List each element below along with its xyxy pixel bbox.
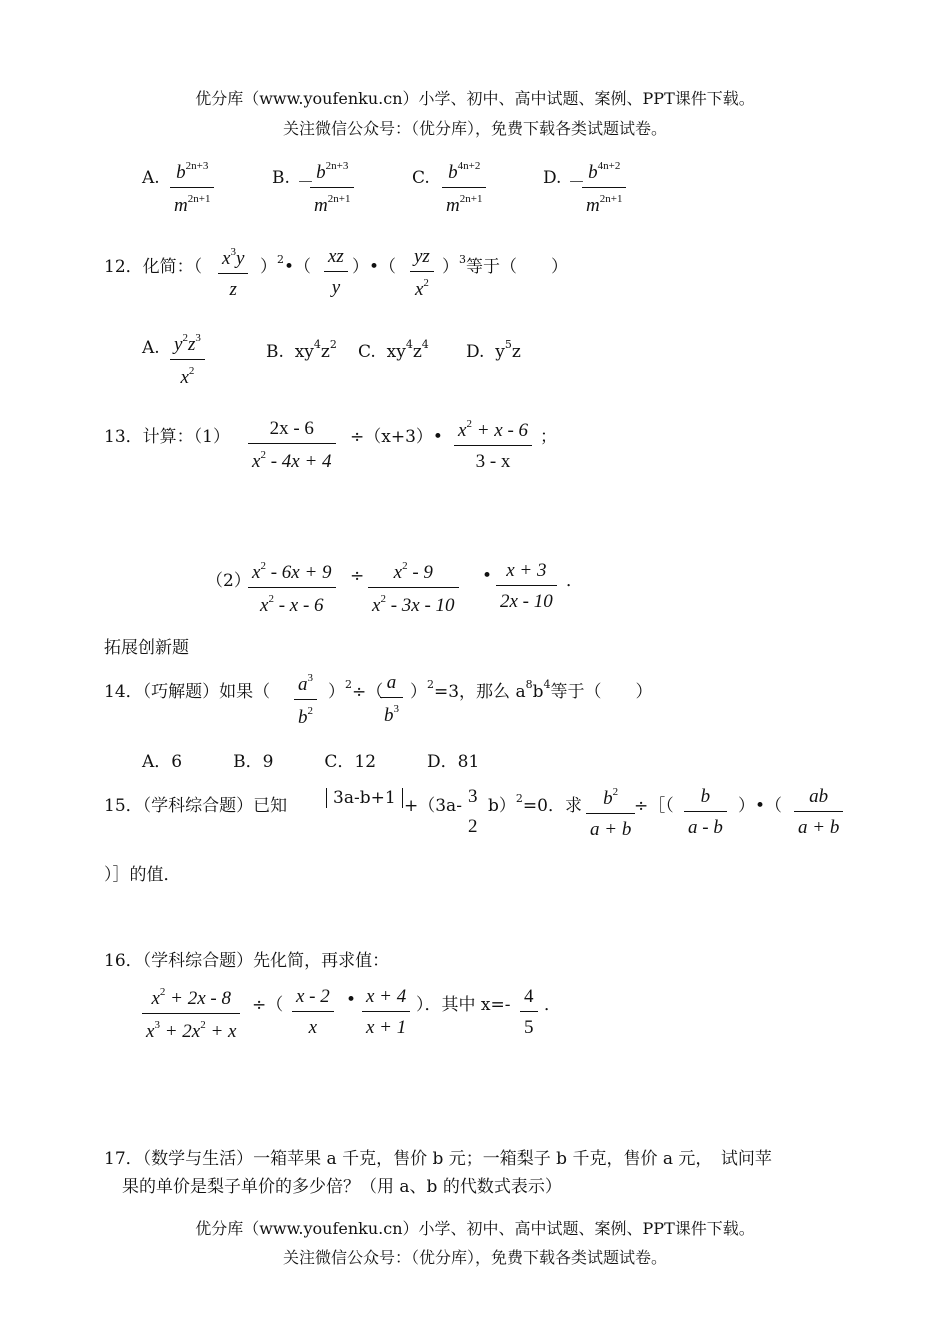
q15-label: 15．（学科综合题）已知 <box>104 796 288 816</box>
q16-fraction-1: $\frac{x^2 + 2x - 8}{x^3 + 2x^2 + x}$ <box>142 986 240 1043</box>
header-line-2: 关注微信公众号：（优分库），免费下载各类试题试卷。 <box>282 119 667 138</box>
q13-p1-fraction-1: $\frac{2x - 6}{x^2 - 4x + 4}$ <box>248 418 336 473</box>
q15-line-2: ）］的值． <box>104 865 181 885</box>
header-line-1: 优分库（www.youfenku.cn）小学、初中、高中试题、案例、PPT课件下载。 <box>195 89 755 108</box>
q12-option-a-fraction: $\frac{y^2z^3}{x^2}$ <box>170 332 205 389</box>
q15-dot: ）•（ <box>738 796 783 816</box>
q12-option-c: C. $xy^4z^4$ <box>358 338 429 362</box>
q12-option-d: D. $y^5z$ <box>466 338 521 362</box>
footer-line-2: 关注微信公众号：（优分库），免费下载各类试题试卷。 <box>282 1248 667 1267</box>
q16-fraction-4: $\frac{4}{5}$ <box>520 986 538 1039</box>
section-title: 拓展创新题 <box>104 638 189 658</box>
q13-p2-dot: • <box>482 566 493 586</box>
q14-mid: ）$^2$÷（ <box>328 678 384 702</box>
q16-dot: • <box>346 990 357 1010</box>
q16-tail: ）．其中 x=- <box>416 995 511 1015</box>
q14-options: A．6 B．9 C．12 D．81 <box>142 752 480 772</box>
q12-fraction-2: $\frac{xz}{y}$ <box>324 246 348 299</box>
q13-p2-fraction-2: $\frac{x^2 - 9}{x^2 - 3x - 10}$ <box>368 560 459 617</box>
q11-option-d-fraction: $\frac{b^{4n+2}}{m^{2n+1}}$ <box>582 160 626 217</box>
q15-fraction-3: $\frac{b}{a - b}$ <box>684 786 727 839</box>
q15-divide: ÷［（ <box>634 796 674 816</box>
q12-fraction-3: $\frac{yz}{x^2}$ <box>410 246 434 301</box>
q13-p2-fraction-3: $\frac{x + 3}{2x - 10}$ <box>496 560 557 613</box>
q13-p1-divide: ÷（x+3）• <box>350 427 443 447</box>
q11-option-b-minus: － <box>297 173 314 193</box>
q12-close-1: ）$^2$•（ <box>260 253 312 277</box>
q13-p1-end: ； <box>540 427 557 447</box>
q12-fraction-1: $\frac{x^3y}{z}$ <box>218 246 248 301</box>
q13-label: 13．计算：（1） <box>104 427 230 447</box>
q11-option-c-label: C. <box>412 168 430 188</box>
q15-plus: +（3a- <box>404 796 462 816</box>
q13-p2-fraction-1: $\frac{x^2 - 6x + 9}{x^2 - x - 6}$ <box>248 560 336 617</box>
q14-tail: ）$^2$=3，那么 $a^8b^4$等于（ ） <box>410 678 653 702</box>
q11-option-d-label: D. <box>543 168 562 188</box>
q16-fraction-3: $\frac{x + 4}{x + 1}$ <box>362 986 410 1039</box>
q15-fraction-2: $\frac{b^2}{a + b}$ <box>586 786 635 841</box>
q17-line-2: 果的单价是梨子单价的多少倍？（用 a、b 的代数式表示） <box>122 1177 562 1197</box>
q11-option-a-label: A. <box>142 168 160 188</box>
q13-p1-fraction-2: $\frac{x^2 + x - 6}{3 - x}$ <box>454 418 532 473</box>
q11-option-b-fraction: $\frac{b^{2n+3}}{m^{2n+1}}$ <box>310 160 354 217</box>
q12-option-b: B. $xy^4z^2$ <box>266 338 337 362</box>
q14-label: 14．（巧解题）如果（ <box>104 682 271 702</box>
q12-tail: ）$^3$等于（ ） <box>442 253 568 277</box>
footer-line-1: 优分库（www.youfenku.cn）小学、初中、高中试题、案例、PPT课件下载。 <box>195 1219 755 1238</box>
q15-after: b）$^2$=0．求 <box>488 792 582 816</box>
q15-absolute-value: 3a-b+1 <box>326 788 403 808</box>
q15-fraction-1: 3 2 <box>468 786 478 837</box>
q12-dot-2: ）•（ <box>352 257 397 277</box>
q11-option-b-label: B. <box>272 168 290 188</box>
q12-label: 12．化简：（ <box>104 257 203 277</box>
q16-end: ． <box>544 995 561 1015</box>
q13-p2-label: （2） <box>206 571 251 591</box>
q12-option-a-label: A. <box>142 338 160 358</box>
q16-fraction-2: $\frac{x - 2}{x}$ <box>292 986 334 1039</box>
q13-p2-divide: ÷ <box>350 566 365 586</box>
q11-option-a-fraction: $\frac{b^{2n+3}}{m^{2n+1}}$ <box>170 160 214 217</box>
q14-fraction-1: $\frac{a^3}{b^2}$ <box>294 672 317 729</box>
q13-p2-end: ． <box>566 571 583 591</box>
q16-divide: ÷（ <box>252 995 284 1015</box>
q11-option-c-fraction: $\frac{b^{4n+2}}{m^{2n+1}}$ <box>442 160 486 217</box>
q17-line-1: 17．（数学与生活）一箱苹果 a 千克，售价 b 元；一箱梨子 b 千克，售价 a 元， 试问苹 <box>104 1149 772 1169</box>
q14-fraction-2: $\frac{a}{b^3}$ <box>380 672 403 727</box>
q15-fraction-4: $\frac{ab}{a + b}$ <box>794 786 843 839</box>
q16-label: 16．（学科综合题）先化简，再求值： <box>104 951 390 971</box>
q11-option-d-minus: － <box>568 173 585 193</box>
